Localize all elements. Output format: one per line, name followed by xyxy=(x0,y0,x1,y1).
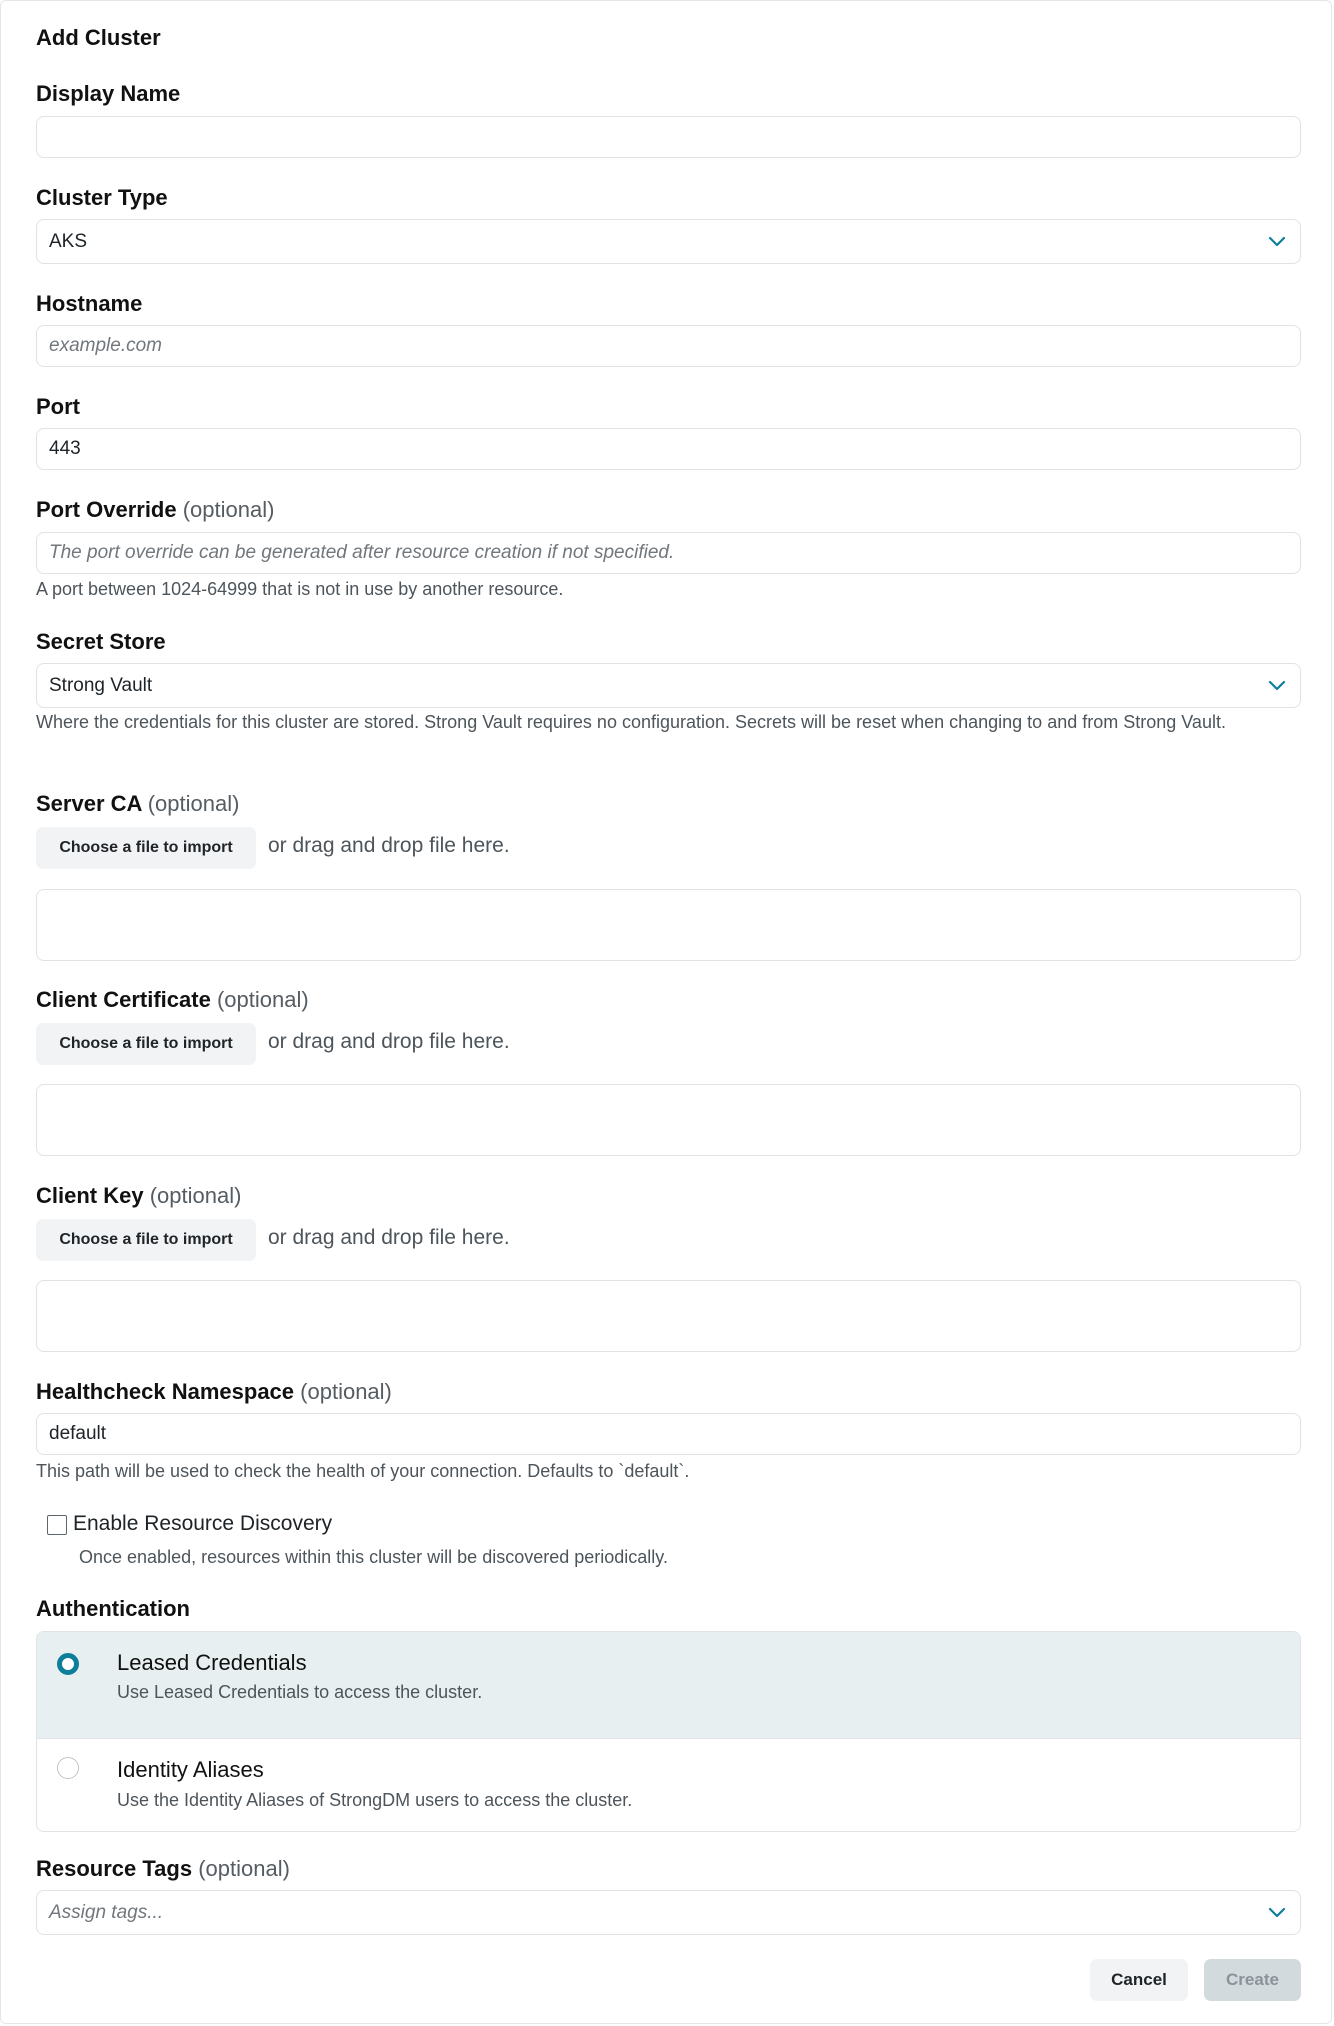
port-override-input[interactable]: The port override can be generated after resource creation if not specified. xyxy=(36,532,1301,574)
display-name-label: Display Name xyxy=(36,81,181,106)
form-title: Add Cluster xyxy=(36,25,161,50)
resource-discovery-label[interactable]: Enable Resource Discovery xyxy=(73,1512,333,1535)
client-certificate-textarea[interactable] xyxy=(36,1084,1301,1156)
auth-option-description: Use Leased Credentials to access the cluster. xyxy=(117,1682,483,1702)
client-key-file-button[interactable]: Choose a file to import xyxy=(36,1219,256,1261)
server-ca-textarea[interactable] xyxy=(36,889,1301,961)
healthcheck-namespace-input[interactable]: default xyxy=(36,1413,1301,1455)
resource-discovery-checkbox[interactable] xyxy=(47,1515,67,1535)
auth-option-leased-credentials[interactable] xyxy=(37,1632,1300,1739)
healthcheck-namespace-label: Healthcheck Namespace (optional) xyxy=(36,1379,392,1404)
resource-tags-label: Resource Tags (optional) xyxy=(36,1856,290,1881)
secret-store-label: Secret Store xyxy=(36,629,166,654)
secret-store-value: Strong Vault xyxy=(49,674,153,696)
optional-marker: (optional) xyxy=(198,1856,290,1881)
cluster-type-select[interactable] xyxy=(36,219,1301,264)
client-key-drop-text: or drag and drop file here. xyxy=(268,1226,510,1249)
client-key-textarea[interactable] xyxy=(36,1280,1301,1352)
auth-option-identity-aliases[interactable] xyxy=(37,1739,1300,1832)
server-ca-drop-text: or drag and drop file here. xyxy=(268,834,510,857)
port-input[interactable]: 443 xyxy=(36,428,1301,470)
optional-marker: (optional) xyxy=(216,987,309,1012)
port-override-help: A port between 1024-64999 that is not in use by another resource. xyxy=(36,579,564,599)
resource-tags-select[interactable] xyxy=(36,1890,1301,1935)
chevron-down-icon xyxy=(1266,1902,1288,1924)
healthcheck-namespace-help: This path will be used to check the health of your connection. Defaults to `default`. xyxy=(36,1461,690,1481)
display-name-input[interactable] xyxy=(36,116,1301,158)
auth-option-title: Leased Credentials xyxy=(117,1650,307,1675)
cancel-button[interactable]: Cancel xyxy=(1090,1959,1188,2001)
secret-store-select[interactable] xyxy=(36,663,1301,708)
authentication-options xyxy=(36,1631,1301,1832)
client-certificate-file-button[interactable]: Choose a file to import xyxy=(36,1023,256,1065)
resource-tags-placeholder: Assign tags... xyxy=(49,1901,164,1923)
authentication-label: Authentication xyxy=(36,1596,190,1621)
cluster-type-label: Cluster Type xyxy=(36,185,168,210)
client-key-label: Client Key (optional) xyxy=(36,1183,242,1208)
radio-unselected-icon[interactable] xyxy=(57,1757,79,1779)
auth-option-description: Use the Identity Aliases of StrongDM users to access the cluster. xyxy=(117,1790,633,1810)
optional-marker: (optional) xyxy=(300,1379,392,1404)
hostname-label: Hostname xyxy=(36,291,143,316)
port-override-label: Port Override (optional) xyxy=(36,497,275,522)
server-ca-file-button[interactable]: Choose a file to import xyxy=(36,827,256,869)
chevron-down-icon xyxy=(1266,231,1288,253)
port-label: Port xyxy=(36,394,80,419)
hostname-input[interactable]: example.com xyxy=(36,325,1301,367)
optional-marker: (optional) xyxy=(147,791,240,816)
optional-marker: (optional) xyxy=(149,1183,242,1208)
client-certificate-label: Client Certificate (optional) xyxy=(36,987,309,1012)
optional-marker: (optional) xyxy=(182,497,275,522)
resource-discovery-help: Once enabled, resources within this cluster will be discovered periodically. xyxy=(79,1547,668,1567)
cluster-type-value: AKS xyxy=(49,230,88,252)
server-ca-label: Server CA (optional) xyxy=(36,791,240,816)
secret-store-help: Where the credentials for this cluster are stored. Strong Vault requires no configuration. Secrets will be reset when changing to and from Strong Vault. xyxy=(36,712,1226,732)
auth-option-title: Identity Aliases xyxy=(117,1757,264,1782)
radio-selected-icon[interactable] xyxy=(57,1653,79,1675)
client-certificate-drop-text: or drag and drop file here. xyxy=(268,1030,510,1053)
chevron-down-icon xyxy=(1266,675,1288,697)
create-button[interactable]: Create xyxy=(1204,1959,1301,2001)
